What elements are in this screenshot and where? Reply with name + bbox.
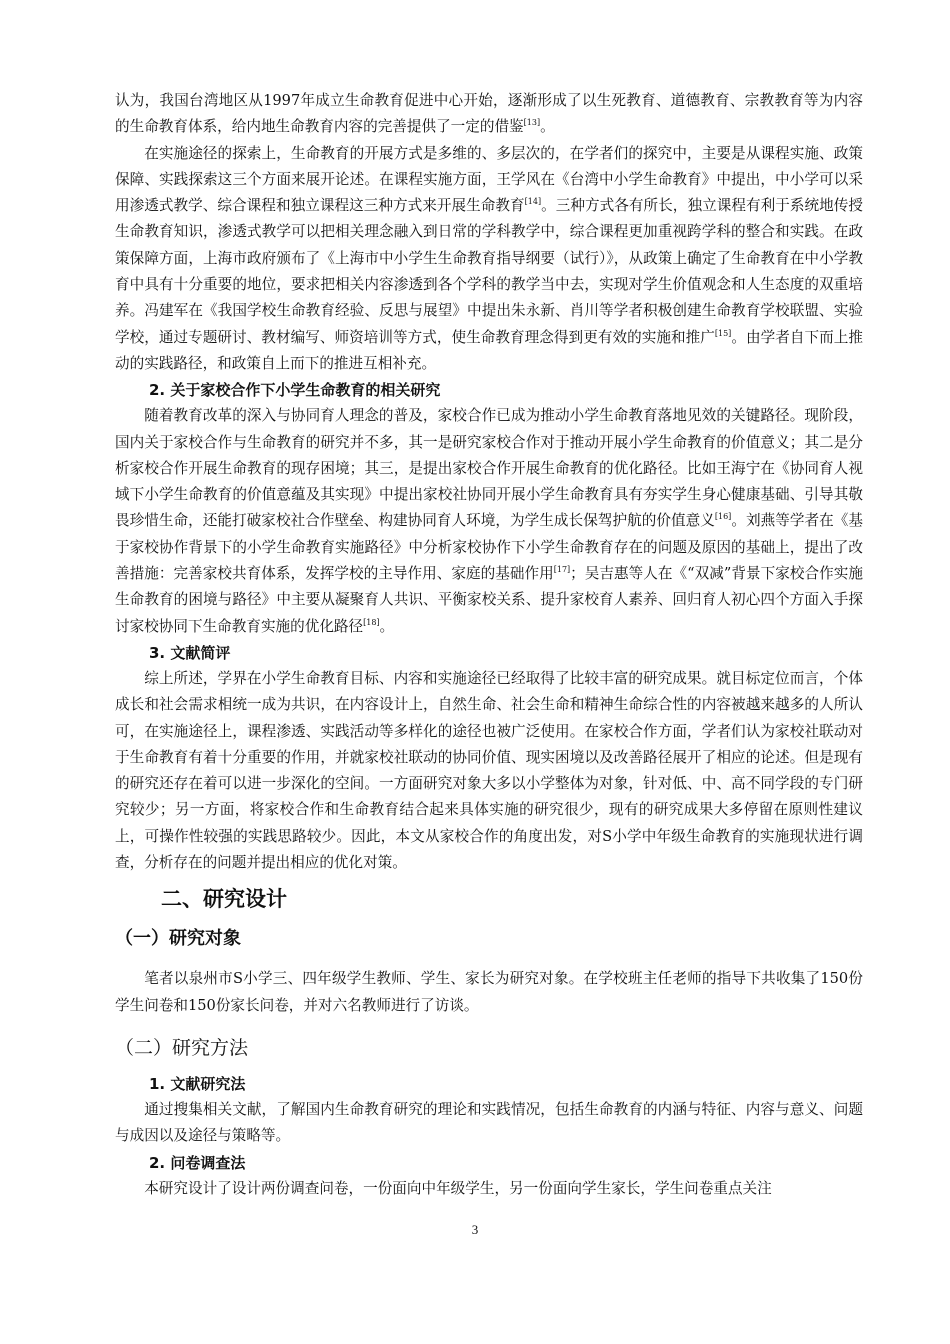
page-number: 3 <box>471 1222 479 1237</box>
subheading-questionnaire-method: 2. 问卷调查法 <box>149 1153 246 1172</box>
document-page <box>115 88 863 1202</box>
citation-18: [18] <box>363 617 380 627</box>
paragraph-research-subjects: 笔者以泉州市S小学三、四年级学生教师、学生、家长为研究对象。在学校班主任老师的指导下共收集了150份学生问卷和150份家长问卷，并对六名教师进行了访谈。 <box>115 970 863 1014</box>
paragraph-implementation-paths: 在实施途径的探索上，生命教育的开展方式是多维的、多层次的，在学者们的探究中，主要是从课程实施、政策保障、实践探索这三个方面来展开论述。在课程实施方面，王学风在《台湾中小学生命教育》中提出，中小学可以采用渗透式教学、综合课程和独立课程这三种方式来开展生命教育[14]。三种方式各有所长，独立课程有利于系统地传授生命教育知识，渗透式教学可以把相关理念融入到日常的学科教学中，综合课程更加重视跨学科的整合和实践。在政策保障方面，上海市政府颁布了《上海市中小学生生命教育指导纲要（试行）》，从政策上确定了生命教育在中小学教育中具有十分重要的地位，要求把相关内容渗透到各个学科的教学当中去，实现对学生价值观念和人生态度的双重培养。冯建军在《我国学校生命教育经验、反思与展望》中提出朱永新、肖川等学者积极创建生命教育学校联盟、实验学校，通过专题研讨、教材编写、师资培训等方式，使生命教育理念得到更有效的实施和推广[15]。由学者自下而上推动的实践路径，和政策自上而下的推进互相补充。 <box>115 144 863 372</box>
citation-14: [14] <box>524 197 542 207</box>
citation-15: [15] <box>714 328 732 338</box>
section-heading-research-methods: （二）研究方法 <box>115 1036 249 1059</box>
chapter-heading-research-design: 二、研究设计 <box>161 887 287 912</box>
citation-13: [13] <box>523 118 541 128</box>
paragraph-literature-method: 通过搜集相关文献，了解国内生命教育研究的理论和实践情况，包括生命教育的内涵与特征、内容与意义、问题与成因以及途径与策略等。 <box>115 1100 863 1145</box>
citation-17: [17] <box>553 565 571 575</box>
subheading-literature-method: 1. 文献研究法 <box>149 1074 246 1093</box>
paragraph-literature-summary: 综上所述，学界在小学生命教育目标、内容和实施途径已经取得了比较丰富的研究成果。就目标定位而言，个体成长和社会需求相统一成为共识，在内容设计上，自然生命、社会生命和精神生命综合性的内容被越来越多的人所认可，在实施途径上，课程渗透、实践活动等多样化的途径也被广泛使用。在家校合作方面，学者们认为家校社联动对于生命教育有着十分重要的作用，并就家校社联动的协同价值、现实困境以及改善路径展开了相应的论述。但是现有的研究还存在着可以进一步深化的空间。一方面研究对象大多以小学整体为对象，针对低、中、高不同学段的专门研究较少；另一方面，将家校合作和生命教育结合起来具体实施的研究很少，现有的研究成果大多停留在原则性建议上，可操作性较强的实践思路较少。因此，本文从家校合作的角度出发，对S小学中年级生命教育的实施现状进行调查，分析存在的问题并提出相应的优化对策。 <box>115 669 863 872</box>
paragraph-home-school-cooperation: 随着教育改革的深入与协同育人理念的普及，家校合作已成为推动小学生命教育落地见效的关键路径。现阶段，国内关于家校合作与生命教育的研究并不多，其一是研究家校合作对于推动开展小学生命教育的价值意义；其二是分析家校合作开展生命教育的现存困境；其三，是提出家校合作开展生命教育的优化路径。比如王海宁在《协同育人视域下小学生命教育的价值意蕴及其实现》中提出家校社协同开展小学生命教育具有夯实学生身心健康基础、引导其敬畏珍惜生命，还能打破家校社合作壁垒、构建协同育人环境，为学生成长保驾护航的价值意义[16]。刘燕等学者在《基于家校协作背景下的小学生命教育实施路径》中分析家校协作下小学生命教育存在的问题及原因的基础上，提出了改善措施：完善家校共育体系，发挥学校的主导作用、家庭的基础作用[17]；吴吉惠等人在《“双减”背景下家校合作实施生命教育的困境与路径》中主要从凝聚育人共识、平衡家校关系、提升家校育人素养、回归育人初心四个方面入手探讨家校协同下生命教育实施的优化路径[18]。 <box>115 407 863 635</box>
subheading-literature-review: 3. 文献简评 <box>149 643 231 662</box>
subheading-home-school-research: 2. 关于家校合作下小学生命教育的相关研究 <box>149 381 441 400</box>
paragraph-taiwan-life-education: 认为，我国台湾地区从1997年成立生命教育促进中心开始，逐渐形成了以生死教育、道德教育、宗教教育等为内容的生命教育体系，给内地生命教育内容的完善提供了一定的借鉴[13]。 <box>115 92 863 136</box>
citation-16: [16] <box>714 512 732 522</box>
paragraph-questionnaire-method: 本研究设计了设计两份调查问卷，一份面向中年级学生，另一份面向学生家长，学生问卷重点关注 <box>144 1179 772 1197</box>
section-heading-research-subjects: （一）研究对象 <box>115 928 241 950</box>
